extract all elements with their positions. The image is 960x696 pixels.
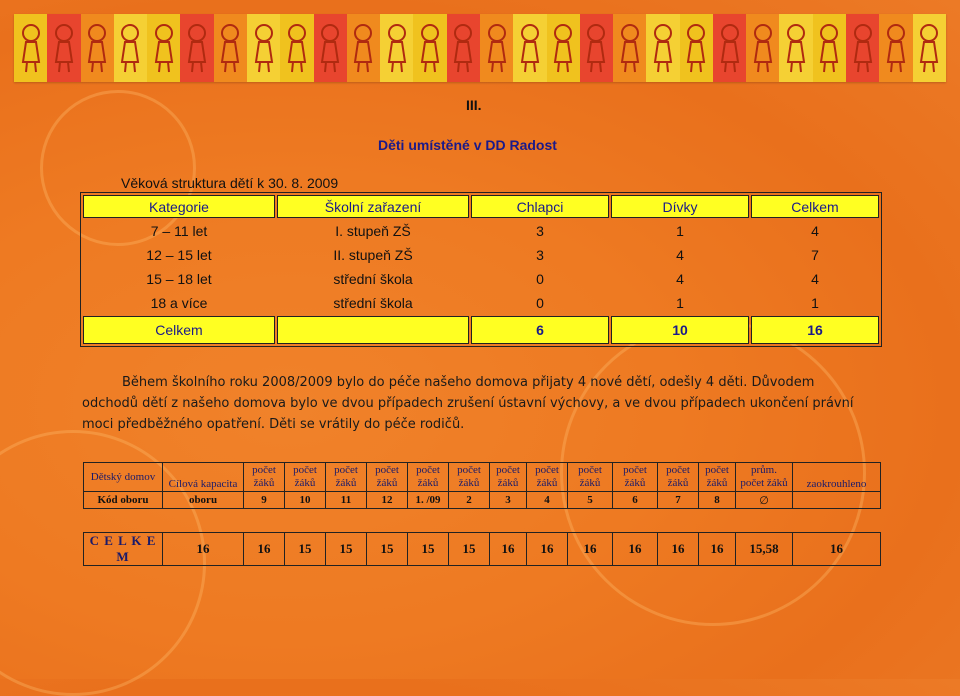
summary-paragraph [82, 372, 872, 435]
table-cell: 4 [811, 223, 819, 239]
child-figure-icon [717, 22, 743, 74]
child-figure-icon [284, 22, 310, 74]
banner-tile [247, 14, 280, 82]
total-value: 16 [568, 533, 613, 566]
table-cell: střední škola [333, 295, 413, 311]
banner-tile [813, 14, 846, 82]
header-cell: Dívky [611, 195, 749, 218]
capacity-cell: oboru [163, 492, 244, 509]
age-structure-table [80, 192, 882, 347]
child-figure-icon [84, 22, 110, 74]
banner-tile [879, 14, 912, 82]
banner-tile [180, 14, 213, 82]
total-value: 15 [367, 533, 408, 566]
table-row [83, 292, 879, 314]
child-figure-icon [350, 22, 376, 74]
period-code: 6 [613, 492, 658, 509]
summary-text: Během školního roku 2008/2009 bylo do péče našeho domova přijaty 4 nové dětí, odešly 4 děti. Důvodem odchodů dětí z našeho domova bylo ve dvou případech zrušení ústavní výchovy, a ve dvou případech ukončení právní moci předběžného opatření. Děti se vrátily do péče rodičů. [82, 375, 854, 432]
total-value: 16 [658, 533, 699, 566]
count-header: počet žáků [527, 463, 568, 492]
banner-tile [447, 14, 480, 82]
banner-tile [580, 14, 613, 82]
total-value: 15 [326, 533, 367, 566]
banner-tile [280, 14, 313, 82]
table-cell: 4 [676, 271, 684, 287]
banner-tile [47, 14, 80, 82]
banner-tile [314, 14, 347, 82]
child-figure-icon [617, 22, 643, 74]
total-value: 15 [449, 533, 490, 566]
table-row [83, 220, 879, 242]
rounded-header: zaokrouhleno [793, 463, 881, 492]
total-value: 15 [285, 533, 326, 566]
period-code-row [84, 492, 881, 509]
table-cell: 1 [811, 295, 819, 311]
total-value: 15 [408, 533, 449, 566]
table-cell: 7 [811, 247, 819, 263]
banner-tile [547, 14, 580, 82]
header-cell: Kategorie [83, 195, 275, 218]
child-figure-icon [683, 22, 709, 74]
banner-tile [680, 14, 713, 82]
child-figure-icon [517, 22, 543, 74]
total-value: 16 [163, 533, 244, 566]
count-header: počet žáků [658, 463, 699, 492]
child-figure-icon [883, 22, 909, 74]
table-cell: 7 – 11 let [150, 223, 208, 239]
page-title: Děti umístěné v DD Radost [378, 137, 557, 153]
child-figure-icon [750, 22, 776, 74]
table-total-row [83, 316, 879, 344]
table-cell: 0 [536, 295, 544, 311]
total-value: 16 [490, 533, 527, 566]
child-figure-icon [117, 22, 143, 74]
banner-tile [214, 14, 247, 82]
count-header: počet žáků [244, 463, 285, 492]
banner-tile [480, 14, 513, 82]
age-structure-caption: Věková struktura dětí k 30. 8. 2009 [121, 175, 339, 191]
table-cell: 0 [536, 271, 544, 287]
count-header: počet žáků [613, 463, 658, 492]
header-cell: Celkem [751, 195, 879, 218]
period-code: 5 [568, 492, 613, 509]
total-row [84, 533, 881, 566]
average-symbol: ∅ [736, 492, 793, 509]
banner-tile [347, 14, 380, 82]
period-code: 9 [244, 492, 285, 509]
child-figure-icon [384, 22, 410, 74]
table-cell: střední škola [333, 271, 413, 287]
banner-tile [613, 14, 646, 82]
table-cell: 12 – 15 let [146, 247, 212, 263]
child-figure-icon [317, 22, 343, 74]
period-code: 7 [658, 492, 699, 509]
table-cell [277, 316, 469, 344]
total-value: 16 [244, 533, 285, 566]
table-cell: 15 – 18 let [146, 271, 212, 287]
capacity-table [83, 462, 881, 509]
table-cell: I. stupeň ZŠ [335, 223, 411, 239]
header-cell: Chlapci [471, 195, 609, 218]
banner-tile [913, 14, 946, 82]
child-figure-icon [783, 22, 809, 74]
capacity-cell: Cílová kapacita [163, 463, 244, 492]
table-row [83, 244, 879, 266]
banner-tile [114, 14, 147, 82]
total-boys: 6 [471, 316, 609, 344]
count-header: počet žáků [490, 463, 527, 492]
banner-tile [646, 14, 679, 82]
decorative-banner [14, 14, 946, 82]
header-cell: Školní zařazení [277, 195, 469, 218]
period-code: 11 [326, 492, 367, 509]
table-cell: 1 [676, 223, 684, 239]
child-figure-icon [484, 22, 510, 74]
table-cell: 4 [676, 247, 684, 263]
count-header: počet žáků [326, 463, 367, 492]
count-header: počet žáků [408, 463, 449, 492]
count-header: počet žáků [699, 463, 736, 492]
child-figure-icon [550, 22, 576, 74]
child-figure-icon [151, 22, 177, 74]
count-header: počet žáků [568, 463, 613, 492]
label-cell: Dětský domov [84, 463, 163, 492]
period-code: 4 [527, 492, 568, 509]
banner-tile [779, 14, 812, 82]
banner-tile [14, 14, 47, 82]
table-cell: 18 a více [150, 295, 208, 311]
banner-tile [380, 14, 413, 82]
total-value: 16 [613, 533, 658, 566]
period-code: 1. /09 [408, 492, 449, 509]
total-rounded: 16 [793, 533, 881, 566]
child-figure-icon [816, 22, 842, 74]
period-code [793, 492, 881, 509]
capacity-header-row [84, 463, 881, 492]
period-code: 10 [285, 492, 326, 509]
banner-tile [846, 14, 879, 82]
banner-tile [713, 14, 746, 82]
child-figure-icon [650, 22, 676, 74]
total-value: 16 [699, 533, 736, 566]
total-value: 16 [527, 533, 568, 566]
total-girls: 10 [611, 316, 749, 344]
total-all: 16 [751, 316, 879, 344]
count-header: počet žáků [285, 463, 326, 492]
child-figure-icon [18, 22, 44, 74]
child-figure-icon [850, 22, 876, 74]
period-code: 8 [699, 492, 736, 509]
child-figure-icon [417, 22, 443, 74]
banner-tile [746, 14, 779, 82]
label-cell: Kód oboru [84, 492, 163, 509]
total-label: C E L K E M [84, 533, 163, 566]
table-row [83, 268, 879, 290]
banner-tile [147, 14, 180, 82]
count-header: počet žáků [449, 463, 490, 492]
banner-tile [513, 14, 546, 82]
child-figure-icon [583, 22, 609, 74]
table-cell: 3 [536, 247, 544, 263]
child-figure-icon [916, 22, 942, 74]
child-figure-icon [217, 22, 243, 74]
period-code: 12 [367, 492, 408, 509]
table-header-row [83, 195, 879, 218]
total-label: Celkem [83, 316, 275, 344]
child-figure-icon [251, 22, 277, 74]
total-average: 15,58 [736, 533, 793, 566]
table-cell: II. stupeň ZŠ [333, 247, 413, 263]
section-number: III. [466, 97, 482, 113]
capacity-total-table [83, 532, 881, 566]
table-cell: 1 [676, 295, 684, 311]
banner-tile [413, 14, 446, 82]
child-figure-icon [450, 22, 476, 74]
period-code: 3 [490, 492, 527, 509]
child-figure-icon [184, 22, 210, 74]
banner-tile [81, 14, 114, 82]
table-cell: 3 [536, 223, 544, 239]
average-header: prům. počet žáků [736, 463, 793, 492]
count-header: počet žáků [367, 463, 408, 492]
period-code: 2 [449, 492, 490, 509]
table-cell: 4 [811, 271, 819, 287]
child-figure-icon [51, 22, 77, 74]
